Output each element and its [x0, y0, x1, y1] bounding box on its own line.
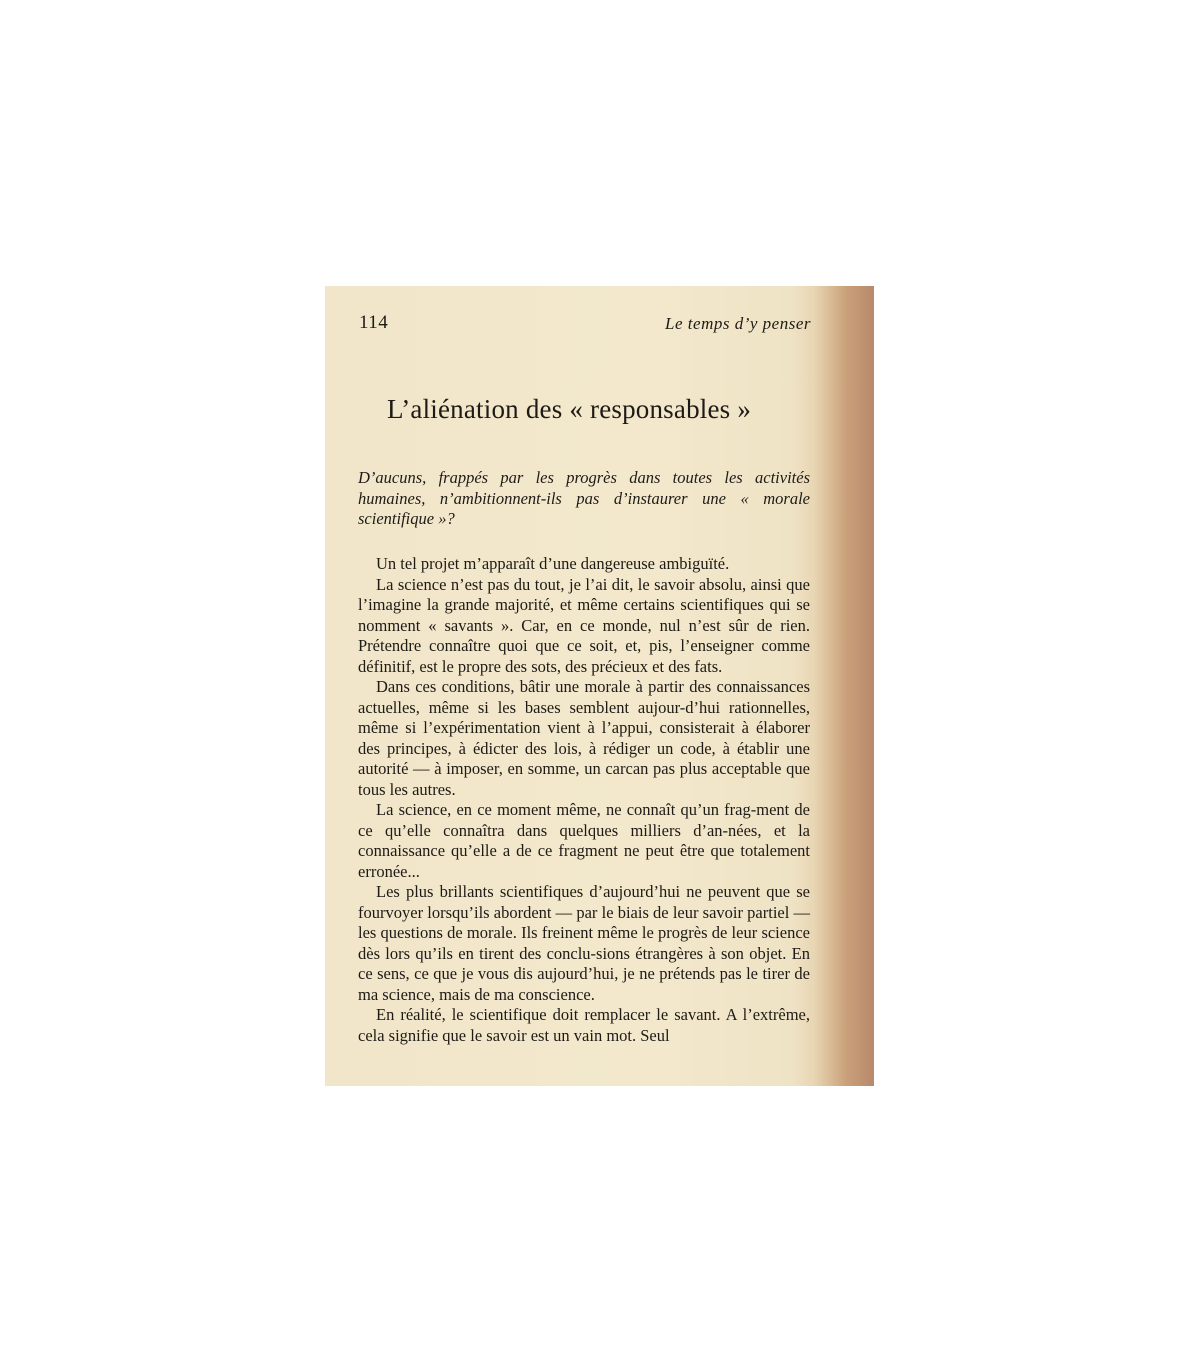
paragraph: Les plus brillants scientifiques d’aujourd’hui ne peuvent que se fourvoyer lorsqu’ils abordent — par le biais de leur savoir partiel — les questions de morale. Ils freinent même le progrès de leur science dès lors qu’ils en tirent des conclu-sions étrangères à son objet. En ce sens, ce que je vous dis aujourd’hui, je ne prétends pas le tirer de ma science, mais de ma conscience.	[358, 882, 810, 1004]
body-text	[358, 554, 810, 1046]
page-number: 114	[359, 312, 389, 333]
running-head: Le temps d’y penser	[665, 314, 811, 333]
paragraph: Dans ces conditions, bâtir une morale à partir des connaissances actuelles, même si les bases semblent aujour-d’hui rationnelles, même si l’expérimentation vient à l’appui, consisterait à élaborer des principes, à édicter des lois, à rédiger un code, à établir une autorité — à imposer, en somme, un carcan pas plus acceptable que tous les autres.	[358, 677, 810, 799]
interview-question	[358, 468, 810, 530]
paragraph: La science n’est pas du tout, je l’ai dit, le savoir absolu, ainsi que l’imagine la grande majorité, et même certains scientifiques qui se nomment « savants ». Car, en ce monde, nul n’est sûr de rien. Prétendre connaître quoi que ce soit, et, pis, l’enseigner comme définitif, est le propre des sots, des précieux et des fats.	[358, 574, 810, 676]
chapter-title: L’aliénation des « responsables »	[387, 394, 752, 424]
paragraph: En réalité, le scientifique doit remplacer le savant. A l’extrême, cela signifie que le savoir est un vain mot. Seul	[358, 1005, 810, 1045]
book-page	[325, 286, 874, 1086]
question-text: D’aucuns, frappés par les progrès dans toutes les activités humaines, n’ambitionnent-ils pas d’instaurer une « morale scientifique »?	[358, 468, 810, 528]
paragraph: Un tel projet m’apparaît d’une dangereuse ambiguïté.	[376, 554, 730, 573]
paragraph: La science, en ce moment même, ne connaît qu’un frag-ment de ce qu’elle connaîtra dans quelques milliers d’an-nées, et la connaissance qu’elle a de ce fragment ne peut être que totalement erronée...	[358, 800, 810, 881]
